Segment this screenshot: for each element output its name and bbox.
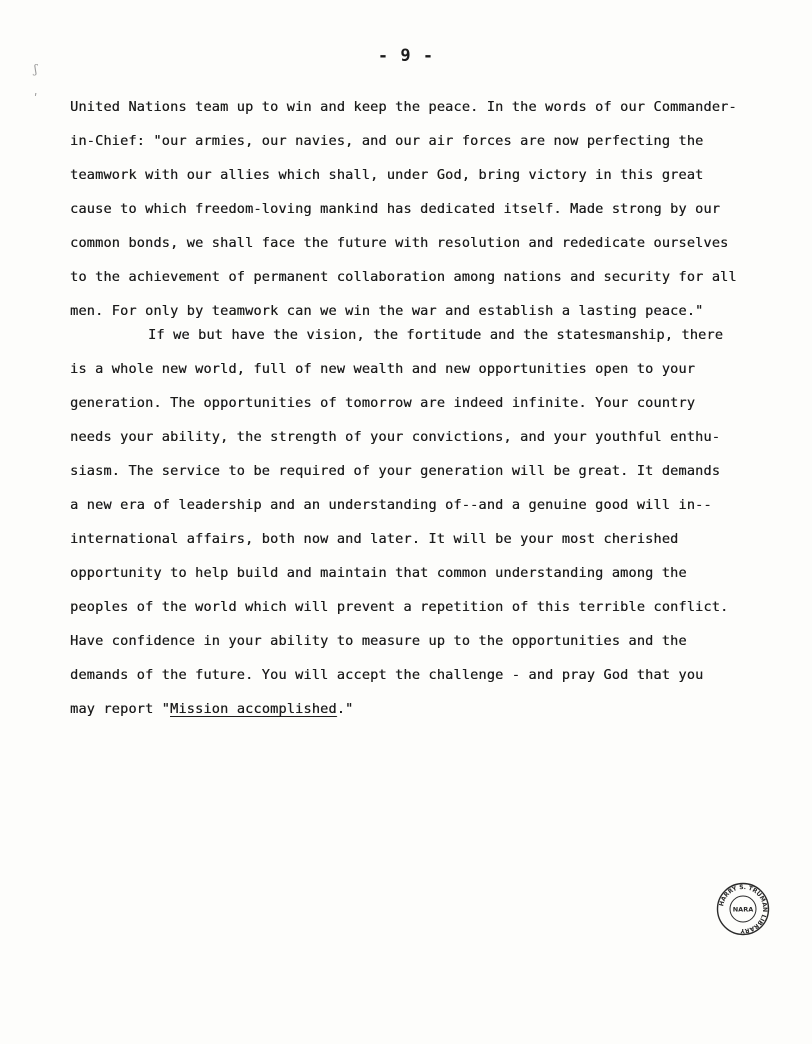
text-line: Have confidence in your ability to measure up to the opportunities and the bbox=[70, 633, 687, 649]
library-stamp bbox=[716, 882, 770, 936]
text-line: generation. The opportunities of tomorrow are indeed infinite. Your country bbox=[70, 395, 696, 411]
text-line: men. For only by teamwork can we win the war and establish a lasting peace." bbox=[70, 303, 704, 319]
text-line: United Nations team up to win and keep the peace. In the words of our Commander- bbox=[70, 99, 737, 115]
text-line: siasm. The service to be required of your generation will be great. It demands bbox=[70, 463, 721, 479]
final-line bbox=[70, 692, 710, 726]
stamp-outer-text: HARRY S. TRUMAN LIBRARY bbox=[718, 883, 769, 935]
text-line: to the achievement of permanent collaboration among nations and security for all bbox=[70, 269, 737, 285]
text-line: If we but have the vision, the fortitude and the statesmanship, there bbox=[148, 327, 724, 343]
text-line: needs your ability, the strength of your convictions, and your youthful enthu- bbox=[70, 429, 721, 445]
margin-mark: ʹ bbox=[34, 92, 38, 106]
page-number: - 9 - bbox=[377, 46, 435, 66]
margin-mark: ʃ bbox=[34, 62, 38, 76]
text-line: common bonds, we shall face the future with resolution and rededicate ourselves bbox=[70, 235, 729, 251]
text-line: peoples of the world which will prevent a repetition of this terrible conflict. bbox=[70, 599, 729, 615]
mission-accomplished-text: Mission accomplished bbox=[170, 701, 337, 717]
text-line: teamwork with our allies which shall, under God, bring victory in this great bbox=[70, 167, 704, 183]
final-line-prefix: may report " bbox=[70, 701, 171, 717]
paragraph-2 bbox=[70, 318, 729, 726]
text-line: international affairs, both now and later. It will be your most cherished bbox=[70, 531, 679, 547]
paragraph-1 bbox=[70, 90, 737, 328]
text-line: demands of the future. You will accept the challenge - and pray God that you bbox=[70, 667, 704, 683]
final-line-suffix: ." bbox=[336, 701, 354, 717]
stamp-inner-text: NARA bbox=[732, 905, 754, 914]
text-line: opportunity to help build and maintain that common understanding among the bbox=[70, 565, 687, 581]
text-line: cause to which freedom-loving mankind has dedicated itself. Made strong by our bbox=[70, 201, 721, 217]
text-line: in-Chief: "our armies, our navies, and our air forces are now perfecting the bbox=[70, 133, 704, 149]
text-line: a new era of leadership and an understanding of--and a genuine good will in-- bbox=[70, 497, 712, 513]
text-line: is a whole new world, full of new wealth and new opportunities open to your bbox=[70, 361, 696, 377]
